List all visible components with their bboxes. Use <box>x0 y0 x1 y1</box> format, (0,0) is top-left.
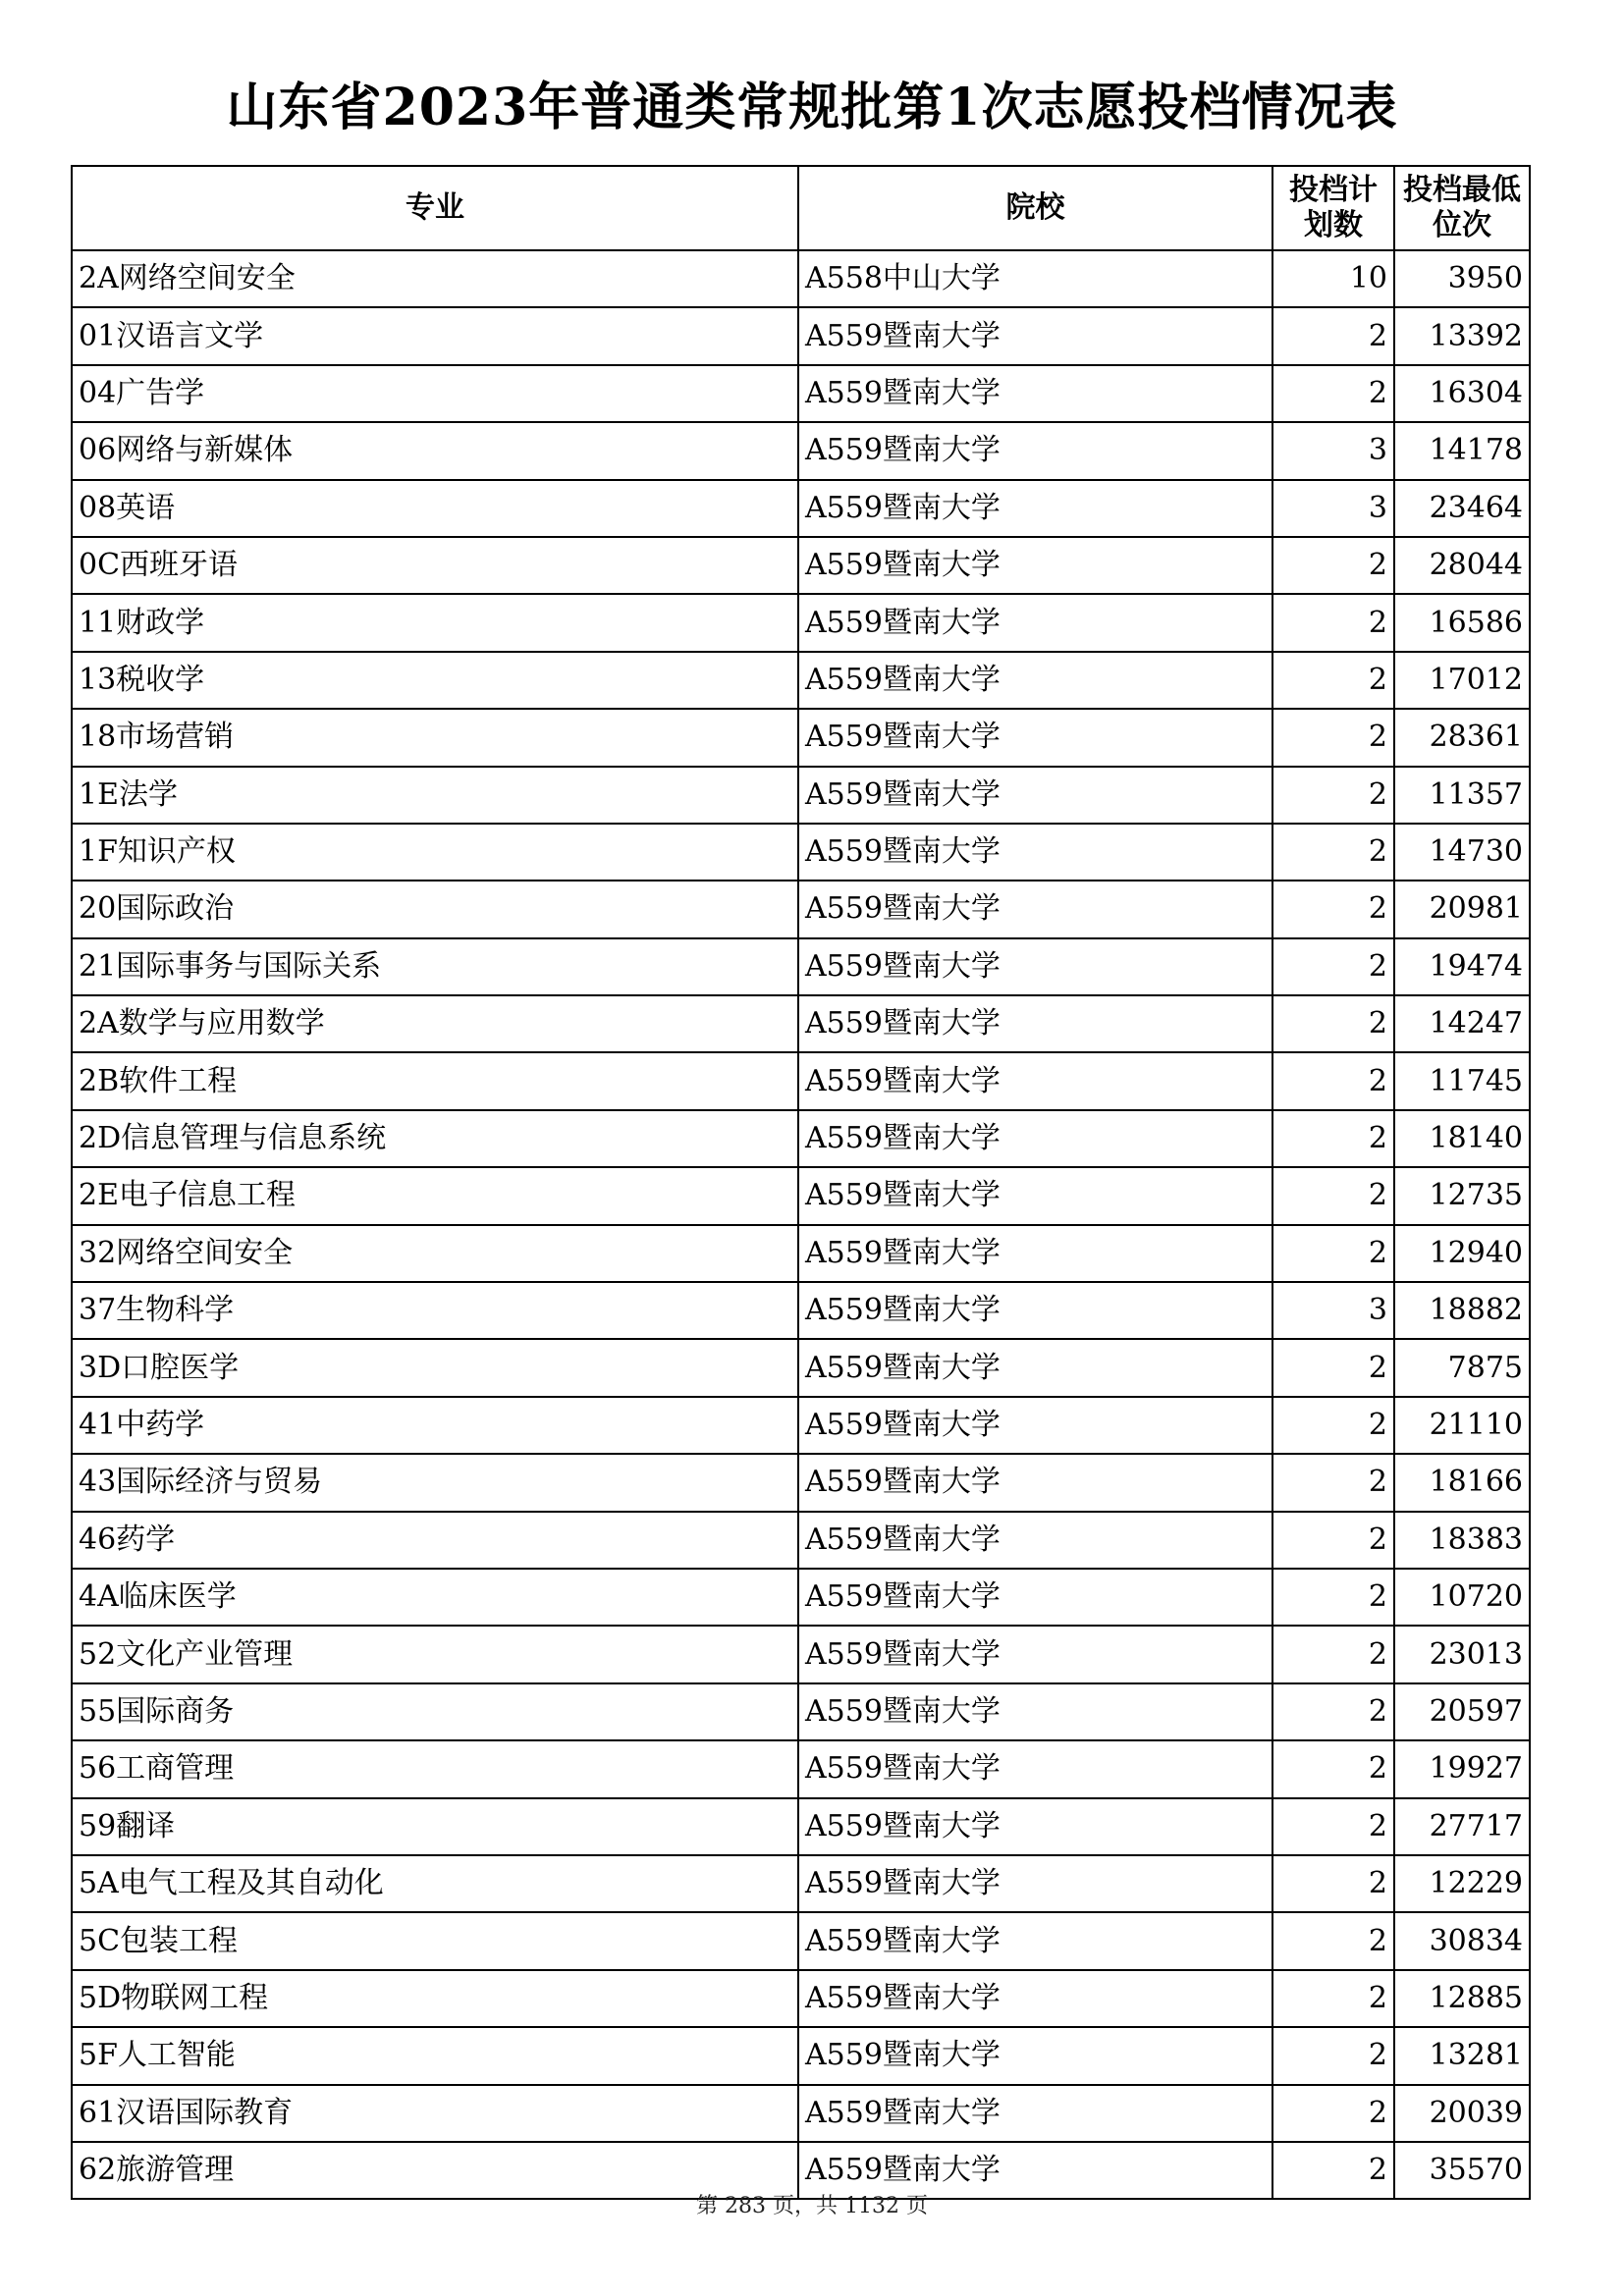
cell-min-rank: 12735 <box>1394 1167 1530 1224</box>
table-row <box>72 1110 1530 1167</box>
cell-school: A559暨南大学 <box>798 1052 1272 1109</box>
table-row <box>72 365 1530 422</box>
cell-school: A559暨南大学 <box>798 365 1272 422</box>
cell-school: A559暨南大学 <box>798 1167 1272 1224</box>
table-row <box>72 1740 1530 1797</box>
cell-school: A559暨南大学 <box>798 1740 1272 1797</box>
column-header-plan: 投档计划数 <box>1272 166 1394 250</box>
table-body <box>72 250 1530 2199</box>
cell-school: A559暨南大学 <box>798 1110 1272 1167</box>
cell-plan: 2 <box>1272 1626 1394 1682</box>
cell-major: 46药学 <box>72 1512 798 1569</box>
cell-min-rank: 12940 <box>1394 1225 1530 1282</box>
cell-min-rank: 19927 <box>1394 1740 1530 1797</box>
table-row <box>72 480 1530 537</box>
cell-school: A559暨南大学 <box>798 1512 1272 1569</box>
column-header-major: 专业 <box>72 166 798 250</box>
cell-school: A559暨南大学 <box>798 824 1272 881</box>
cell-major: 01汉语言文学 <box>72 307 798 364</box>
table-row <box>72 1167 1530 1224</box>
table-row <box>72 1052 1530 1109</box>
table-row <box>72 2027 1530 2084</box>
cell-plan: 2 <box>1272 1167 1394 1224</box>
cell-plan: 2 <box>1272 1912 1394 1969</box>
cell-min-rank: 28044 <box>1394 537 1530 594</box>
cell-major: 5A电气工程及其自动化 <box>72 1855 798 1912</box>
cell-major: 20国际政治 <box>72 881 798 937</box>
cell-min-rank: 10720 <box>1394 1569 1530 1626</box>
table-row <box>72 537 1530 594</box>
cell-school: A559暨南大学 <box>798 1683 1272 1740</box>
cell-plan: 2 <box>1272 1855 1394 1912</box>
table-row <box>72 2085 1530 2142</box>
table-row <box>72 1282 1530 1339</box>
cell-min-rank: 20039 <box>1394 2085 1530 2142</box>
cell-min-rank: 12229 <box>1394 1855 1530 1912</box>
cell-plan: 2 <box>1272 709 1394 766</box>
table-row <box>72 1798 1530 1855</box>
cell-min-rank: 17012 <box>1394 652 1530 709</box>
cell-plan: 2 <box>1272 1683 1394 1740</box>
cell-school: A559暨南大学 <box>798 307 1272 364</box>
cell-plan: 2 <box>1272 824 1394 881</box>
table-row <box>72 307 1530 364</box>
page-footer: 第 283 页，共 1132 页 <box>696 2194 928 2218</box>
table-row <box>72 1912 1530 1969</box>
cell-min-rank: 13392 <box>1394 307 1530 364</box>
cell-major: 18市场营销 <box>72 709 798 766</box>
cell-major: 62旅游管理 <box>72 2142 798 2199</box>
cell-school: A559暨南大学 <box>798 1339 1272 1396</box>
cell-major: 5F人工智能 <box>72 2027 798 2084</box>
cell-school: A559暨南大学 <box>798 2085 1272 2142</box>
table-row <box>72 594 1530 651</box>
cell-min-rank: 23013 <box>1394 1626 1530 1682</box>
cell-major: 61汉语国际教育 <box>72 2085 798 2142</box>
cell-major: 56工商管理 <box>72 1740 798 1797</box>
cell-min-rank: 27717 <box>1394 1798 1530 1855</box>
cell-plan: 3 <box>1272 480 1394 537</box>
cell-major: 13税收学 <box>72 652 798 709</box>
cell-plan: 2 <box>1272 307 1394 364</box>
cell-school: A559暨南大学 <box>798 881 1272 937</box>
table-row <box>72 1339 1530 1396</box>
cell-school: A559暨南大学 <box>798 2027 1272 2084</box>
cell-school: A559暨南大学 <box>798 1970 1272 2027</box>
cell-min-rank: 23464 <box>1394 480 1530 537</box>
cell-school: A559暨南大学 <box>798 1397 1272 1454</box>
cell-major: 2B软件工程 <box>72 1052 798 1109</box>
cell-plan: 2 <box>1272 938 1394 995</box>
cell-plan: 2 <box>1272 537 1394 594</box>
cell-plan: 2 <box>1272 594 1394 651</box>
cell-school: A559暨南大学 <box>798 594 1272 651</box>
cell-school: A559暨南大学 <box>798 767 1272 824</box>
cell-major: 0C西班牙语 <box>72 537 798 594</box>
cell-major: 32网络空间安全 <box>72 1225 798 1282</box>
cell-min-rank: 16304 <box>1394 365 1530 422</box>
cell-major: 06网络与新媒体 <box>72 422 798 479</box>
table-row <box>72 767 1530 824</box>
cell-plan: 2 <box>1272 767 1394 824</box>
cell-min-rank: 14730 <box>1394 824 1530 881</box>
cell-min-rank: 21110 <box>1394 1397 1530 1454</box>
cell-plan: 2 <box>1272 1740 1394 1797</box>
column-header-school: 院校 <box>798 166 1272 250</box>
table-row <box>72 881 1530 937</box>
cell-plan: 2 <box>1272 1970 1394 2027</box>
cell-min-rank: 16586 <box>1394 594 1530 651</box>
cell-school: A559暨南大学 <box>798 652 1272 709</box>
admission-table-container <box>71 165 1529 2200</box>
table-row <box>72 652 1530 709</box>
cell-major: 08英语 <box>72 480 798 537</box>
cell-major: 3D口腔医学 <box>72 1339 798 1396</box>
cell-major: 21国际事务与国际关系 <box>72 938 798 995</box>
cell-major: 5D物联网工程 <box>72 1970 798 2027</box>
cell-plan: 2 <box>1272 2085 1394 2142</box>
cell-school: A559暨南大学 <box>798 1282 1272 1339</box>
cell-min-rank: 18140 <box>1394 1110 1530 1167</box>
table-header-row <box>72 166 1530 250</box>
cell-min-rank: 20597 <box>1394 1683 1530 1740</box>
cell-plan: 2 <box>1272 1225 1394 1282</box>
column-header-min-rank: 投档最低位次 <box>1394 166 1530 250</box>
cell-major: 5C包装工程 <box>72 1912 798 1969</box>
cell-major: 2A网络空间安全 <box>72 250 798 307</box>
cell-school: A559暨南大学 <box>798 1798 1272 1855</box>
table-row <box>72 709 1530 766</box>
cell-min-rank: 11357 <box>1394 767 1530 824</box>
table-row <box>72 1512 1530 1569</box>
page-title: 山东省2023年普通类常规批第1次志愿投档情况表 <box>226 78 1398 137</box>
cell-school: A559暨南大学 <box>798 1855 1272 1912</box>
cell-school: A559暨南大学 <box>798 1626 1272 1682</box>
cell-major: 1F知识产权 <box>72 824 798 881</box>
table-row <box>72 1454 1530 1511</box>
cell-min-rank: 11745 <box>1394 1052 1530 1109</box>
table-row <box>72 824 1530 881</box>
cell-major: 59翻译 <box>72 1798 798 1855</box>
cell-major: 2E电子信息工程 <box>72 1167 798 1224</box>
cell-major: 4A临床医学 <box>72 1569 798 1626</box>
cell-plan: 2 <box>1272 1454 1394 1511</box>
table-row <box>72 1225 1530 1282</box>
table-row <box>72 1569 1530 1626</box>
cell-major: 37生物科学 <box>72 1282 798 1339</box>
cell-major: 11财政学 <box>72 594 798 651</box>
cell-school: A559暨南大学 <box>798 480 1272 537</box>
cell-major: 43国际经济与贸易 <box>72 1454 798 1511</box>
cell-min-rank: 3950 <box>1394 250 1530 307</box>
cell-school: A559暨南大学 <box>798 2142 1272 2199</box>
cell-plan: 2 <box>1272 652 1394 709</box>
cell-min-rank: 14178 <box>1394 422 1530 479</box>
cell-min-rank: 12885 <box>1394 1970 1530 2027</box>
cell-min-rank: 7875 <box>1394 1339 1530 1396</box>
cell-min-rank: 19474 <box>1394 938 1530 995</box>
cell-plan: 2 <box>1272 2027 1394 2084</box>
cell-plan: 2 <box>1272 2142 1394 2199</box>
cell-min-rank: 13281 <box>1394 2027 1530 2084</box>
cell-school: A559暨南大学 <box>798 995 1272 1052</box>
table-row <box>72 995 1530 1052</box>
cell-school: A559暨南大学 <box>798 938 1272 995</box>
cell-major: 41中药学 <box>72 1397 798 1454</box>
cell-plan: 2 <box>1272 1110 1394 1167</box>
cell-min-rank: 14247 <box>1394 995 1530 1052</box>
cell-school: A559暨南大学 <box>798 422 1272 479</box>
cell-plan: 3 <box>1272 1282 1394 1339</box>
table-row <box>72 938 1530 995</box>
table-row <box>72 1970 1530 2027</box>
cell-major: 2A数学与应用数学 <box>72 995 798 1052</box>
cell-major: 55国际商务 <box>72 1683 798 1740</box>
cell-plan: 2 <box>1272 1339 1394 1396</box>
cell-plan: 2 <box>1272 881 1394 937</box>
cell-major: 2D信息管理与信息系统 <box>72 1110 798 1167</box>
cell-school: A558中山大学 <box>798 250 1272 307</box>
cell-min-rank: 20981 <box>1394 881 1530 937</box>
cell-plan: 2 <box>1272 365 1394 422</box>
cell-min-rank: 28361 <box>1394 709 1530 766</box>
cell-school: A559暨南大学 <box>798 1912 1272 1969</box>
cell-plan: 3 <box>1272 422 1394 479</box>
cell-school: A559暨南大学 <box>798 1225 1272 1282</box>
table-row <box>72 1683 1530 1740</box>
cell-min-rank: 35570 <box>1394 2142 1530 2199</box>
cell-plan: 10 <box>1272 250 1394 307</box>
table-row <box>72 1626 1530 1682</box>
admission-table <box>71 165 1531 2200</box>
cell-min-rank: 18166 <box>1394 1454 1530 1511</box>
cell-school: A559暨南大学 <box>798 537 1272 594</box>
cell-school: A559暨南大学 <box>798 709 1272 766</box>
cell-plan: 2 <box>1272 1052 1394 1109</box>
cell-plan: 2 <box>1272 1397 1394 1454</box>
cell-min-rank: 18383 <box>1394 1512 1530 1569</box>
table-row <box>72 422 1530 479</box>
cell-major: 52文化产业管理 <box>72 1626 798 1682</box>
cell-school: A559暨南大学 <box>798 1454 1272 1511</box>
cell-major: 1E法学 <box>72 767 798 824</box>
cell-plan: 2 <box>1272 1512 1394 1569</box>
cell-school: A559暨南大学 <box>798 1569 1272 1626</box>
cell-major: 04广告学 <box>72 365 798 422</box>
table-row <box>72 1397 1530 1454</box>
cell-plan: 2 <box>1272 1798 1394 1855</box>
cell-plan: 2 <box>1272 1569 1394 1626</box>
table-row <box>72 1855 1530 1912</box>
cell-plan: 2 <box>1272 995 1394 1052</box>
cell-min-rank: 30834 <box>1394 1912 1530 1969</box>
table-row <box>72 250 1530 307</box>
cell-min-rank: 18882 <box>1394 1282 1530 1339</box>
